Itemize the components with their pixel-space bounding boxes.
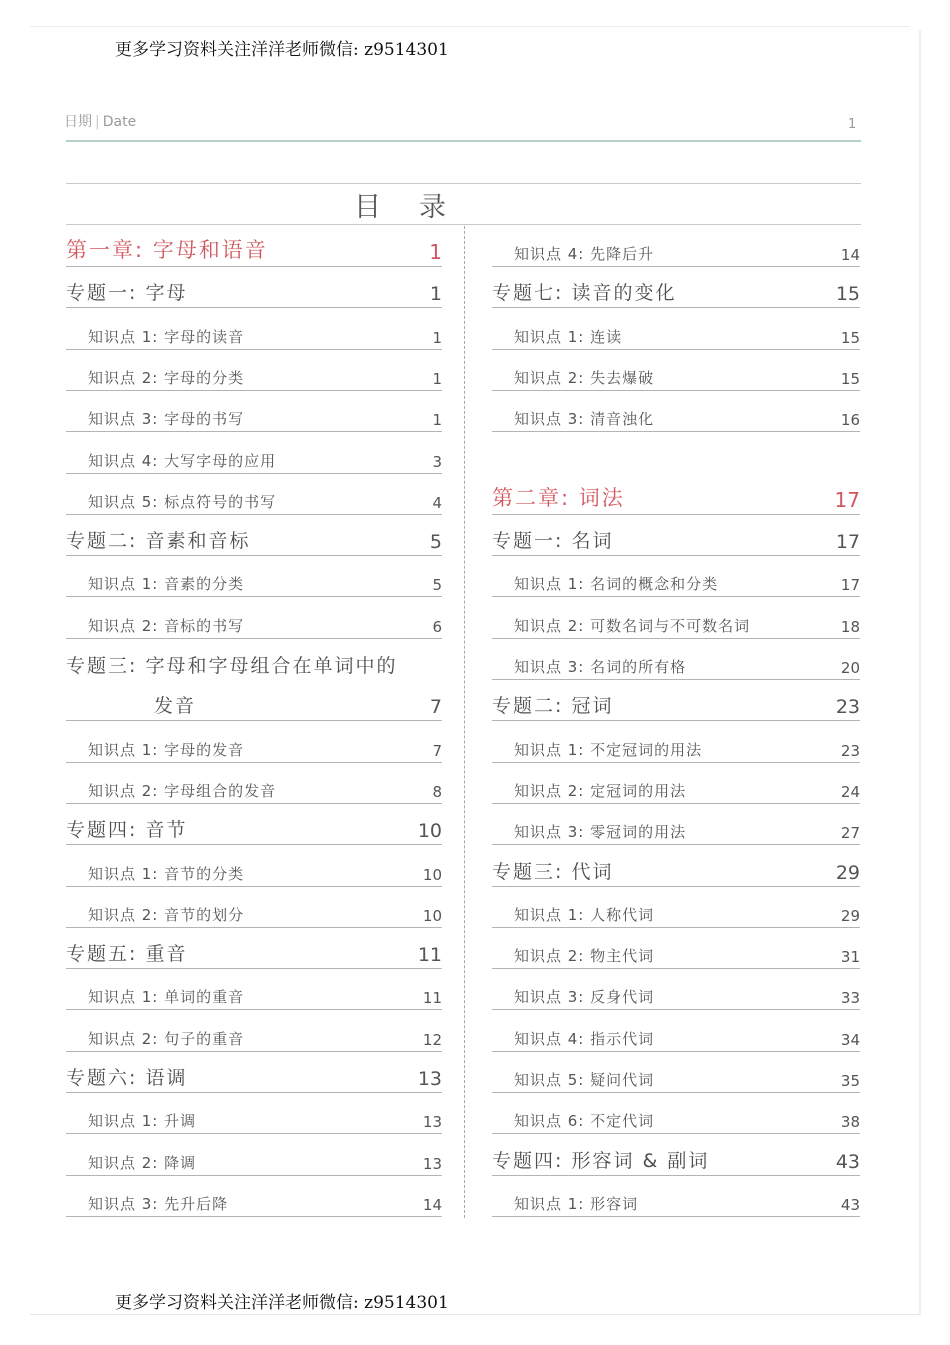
date-label-cn: 日期 [64, 114, 92, 130]
toc-entry-page: 6 [432, 617, 442, 636]
toc-entry-page: 13 [422, 1113, 442, 1132]
toc-entry-page: 10 [422, 865, 442, 884]
toc-entry-page: 1 [429, 240, 442, 264]
toc-entry-point [66, 1135, 442, 1176]
toc-entry-page: 1 [432, 328, 442, 347]
toc-entry-page: 43 [840, 1195, 860, 1214]
toc-entry-chapter [66, 226, 442, 267]
toc-entry-page: 1 [429, 283, 442, 306]
watermark-top: 更多学习资料关注洋洋老师微信: z9514301 [115, 40, 449, 60]
toc-entry-page: 7 [432, 741, 442, 760]
toc-entry-page: 10 [422, 906, 442, 925]
toc-entry-point [66, 846, 442, 887]
toc-entry-topic [492, 1135, 860, 1176]
toc-entry-page: 14 [840, 246, 860, 264]
toc-entry-title: 发音 [154, 695, 197, 718]
date-label-en: Date [102, 114, 137, 130]
toc-entry-page: 29 [835, 861, 860, 884]
header-rule [66, 140, 861, 142]
toc-entry-title: 专题四: 音节 [66, 819, 188, 842]
toc-entry-page: 14 [422, 1195, 442, 1214]
toc-entry-point [492, 1093, 860, 1134]
toc-entry-page: 29 [840, 906, 860, 925]
toc-entry-title: 知识点 2: 定冠词的用法 [514, 781, 687, 800]
toc-entry-title: 知识点 2: 音节的划分 [88, 905, 245, 924]
toc-entry-title: 知识点 1: 人称代词 [514, 905, 655, 924]
toc-entry-title: 知识点 1: 连读 [514, 327, 623, 346]
toc-entry-page: 18 [840, 617, 860, 636]
toc-entry-chapter [492, 474, 860, 515]
toc-entry-title: 知识点 1: 音节的分类 [88, 864, 245, 883]
toc-entry-point [492, 1052, 860, 1093]
toc-entry-title: 知识点 5: 疑问代词 [514, 1071, 655, 1089]
toc-entry-page: 1 [432, 411, 442, 430]
toc-entry-point [66, 598, 442, 639]
toc-entry-blank [492, 433, 860, 474]
toc-entry-title: 知识点 2: 字母组合的发音 [88, 781, 277, 800]
toc-entry-page: 23 [840, 741, 860, 760]
toc-entry-title: 知识点 3: 字母的书写 [88, 410, 245, 429]
toc-entry-title: 第二章: 词法 [492, 485, 625, 510]
page-edge-top [30, 26, 910, 27]
toc-entry-page: 13 [422, 1154, 442, 1173]
watermark-bottom: 更多学习资料关注洋洋老师微信: z9514301 [115, 1293, 449, 1313]
toc-entry-title: 知识点 2: 句子的重音 [88, 1029, 245, 1048]
toc-entry-topic [492, 267, 860, 308]
toc-entry-page: 4 [432, 493, 442, 512]
toc-entry-title: 知识点 2: 物主代词 [514, 947, 655, 966]
toc-entry-title: 知识点 1: 不定冠词的用法 [514, 740, 703, 759]
toc-entry-page: 5 [429, 531, 442, 554]
toc-entry-point [66, 969, 442, 1010]
toc-entry-title: 知识点 1: 字母的读音 [88, 327, 245, 346]
toc-entry-title: 知识点 3: 清音浊化 [514, 410, 655, 429]
toc-entry-title: 知识点 2: 降调 [88, 1153, 197, 1172]
toc-entry-point [492, 226, 860, 267]
toc-entry-title: 知识点 1: 音素的分类 [88, 575, 245, 594]
toc-entry-point [66, 1176, 442, 1217]
toc-entry-title: 知识点 3: 反身代词 [514, 988, 655, 1007]
toc-entry-topic [492, 846, 860, 887]
toc-entry-point [66, 1093, 442, 1134]
toc-entry-title: 知识点 4: 大写字母的应用 [88, 451, 277, 470]
toc-entry-point [66, 309, 442, 350]
toc-entry-title: 知识点 2: 音标的书写 [88, 616, 245, 635]
toc-entry-title: 知识点 2: 字母的分类 [88, 368, 245, 387]
toc-entry-page: 11 [422, 989, 442, 1008]
toc-entry-topic [66, 928, 442, 969]
toc-entry-topic [66, 267, 442, 308]
toc-entry-topic [66, 639, 442, 680]
toc-entry-page: 24 [840, 782, 860, 801]
toc-entry-point [492, 391, 860, 432]
toc-entry-title: 专题三: 字母和字母组合在单词中的 [66, 655, 398, 677]
toc-entry-point [66, 763, 442, 804]
toc-entry-title: 知识点 1: 单词的重音 [88, 988, 245, 1007]
toc-entry-title: 专题三: 代词 [492, 860, 614, 883]
toc-entry-point [66, 391, 442, 432]
toc-entry-page: 35 [840, 1072, 860, 1090]
toc-entry-title: 专题一: 名词 [492, 530, 614, 553]
toc-entry-point [66, 722, 442, 763]
toc-entry-point [492, 763, 860, 804]
toc-entry-title: 专题二: 音素和音标 [66, 530, 251, 553]
toc-entry-topic [66, 1052, 442, 1093]
title-rule-top [66, 183, 861, 184]
toc-entry-page: 15 [840, 369, 860, 388]
toc-entry-topic [492, 515, 860, 556]
toc-entry-topic-cont [66, 680, 442, 721]
toc-entry-point [492, 350, 860, 391]
toc-entry-title: 知识点 1: 字母的发音 [88, 740, 245, 759]
toc-entry-title: 知识点 4: 指示代词 [514, 1029, 655, 1048]
toc-entry-title: 知识点 2: 失去爆破 [514, 368, 655, 387]
toc-entry-title: 知识点 1: 名词的概念和分类 [514, 575, 719, 594]
toc-entry-title: 知识点 3: 名词的所有格 [514, 658, 687, 676]
toc-entry-title: 专题一: 字母 [66, 282, 188, 305]
page-edge-bottom [30, 1314, 920, 1315]
toc-entry-topic [66, 515, 442, 556]
toc-entry-title: 专题二: 冠词 [492, 695, 614, 718]
toc-entry-page: 34 [840, 1030, 860, 1049]
page-number: 1 [848, 117, 857, 132]
toc-entry-point [66, 1011, 442, 1052]
toc-entry-page: 12 [422, 1030, 442, 1049]
toc-entry-title: 知识点 3: 零冠词的用法 [514, 823, 687, 842]
toc-entry-page: 15 [835, 283, 860, 306]
toc-entry-title: 专题六: 语调 [66, 1067, 188, 1089]
toc-entry-topic [492, 680, 860, 721]
toc-entry-page: 5 [432, 576, 442, 595]
toc-entry-page: 33 [840, 989, 860, 1008]
toc-entry-title: 知识点 1: 升调 [88, 1112, 197, 1131]
toc-entry-point [492, 722, 860, 763]
toc-entry-page: 3 [432, 452, 442, 471]
toc-entry-point [66, 350, 442, 391]
toc-entry-point [492, 309, 860, 350]
toc-entry-page: 23 [835, 696, 860, 719]
toc-entry-page: 27 [840, 824, 860, 843]
toc-entry-page: 31 [840, 948, 860, 967]
toc-entry-point [492, 804, 860, 845]
toc-entry-title: 专题四: 形容词 & 副词 [492, 1149, 710, 1172]
toc-entry-point [492, 928, 860, 969]
toc-entry-title: 第一章: 字母和语音 [66, 238, 268, 262]
toc-entry-title: 专题五: 重音 [66, 943, 188, 966]
toc-entry-title: 知识点 1: 形容词 [514, 1194, 639, 1213]
toc-entry-title: 专题七: 读音的变化 [492, 282, 677, 305]
date-separator: | [95, 114, 100, 130]
date-label [64, 111, 136, 131]
toc-entry-title: 知识点 3: 先升后降 [88, 1194, 229, 1213]
toc-entry-page: 43 [835, 1150, 860, 1173]
toc-entry-point [492, 1176, 860, 1217]
toc-entry-page: 10 [417, 820, 442, 843]
toc-entry-title: 知识点 4: 先降后升 [514, 245, 655, 263]
toc-entry-point [492, 639, 860, 680]
toc-title: 目录 [354, 192, 484, 223]
toc-entry-point [66, 433, 442, 474]
toc-entry-point [66, 887, 442, 928]
toc-entry-point [492, 887, 860, 928]
toc-entry-page: 20 [840, 659, 860, 677]
toc-entry-page: 1 [432, 369, 442, 388]
toc-entry-page: 16 [840, 411, 860, 430]
toc-entry-point [66, 474, 442, 515]
toc-entry-point [66, 556, 442, 597]
toc-entry-page: 17 [834, 487, 860, 512]
toc-entry-point [492, 598, 860, 639]
toc-entry-page: 15 [840, 328, 860, 347]
title-rule-bottom [66, 224, 861, 225]
page-edge-right [919, 30, 921, 1315]
toc-entry-point [492, 1011, 860, 1052]
toc-entry-title: 知识点 5: 标点符号的书写 [88, 492, 277, 511]
toc-entry-point [492, 969, 860, 1010]
column-divider [464, 226, 465, 1218]
toc-entry-page: 11 [417, 944, 442, 967]
toc-entry-page: 7 [429, 696, 442, 719]
toc-entry-title: 知识点 6: 不定代词 [514, 1112, 655, 1131]
toc-entry-page: 13 [417, 1068, 442, 1090]
toc-entry-point [492, 556, 860, 597]
toc-entry-page: 8 [432, 782, 442, 801]
toc-entry-page: 38 [840, 1113, 860, 1132]
toc-entry-topic [66, 804, 442, 845]
toc-entry-page: 17 [840, 576, 860, 595]
toc-entry-title: 知识点 2: 可数名词与不可数名词 [514, 616, 751, 635]
toc-entry-page: 17 [835, 531, 860, 554]
